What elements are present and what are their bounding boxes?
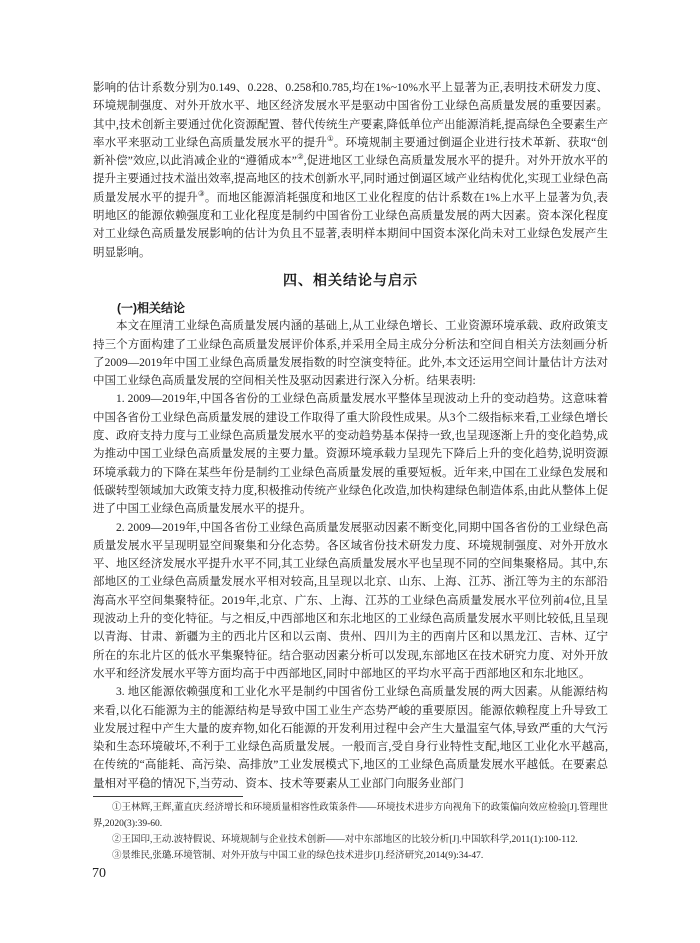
page-number: 70 (92, 866, 106, 881)
footnote-text: 王国印,王动.波特假说、环境规制与企业技术创新——对中东部地区的比较分析[J].中国软科学,2011(1):100-112. (121, 834, 578, 845)
footnote-reference: ① (326, 134, 334, 144)
footnote-item (93, 801, 608, 833)
paragraph-intro: 本文在厘清工业绿色高质量发展内涵的基础上,从工业绿色增长、工业资源环境承载、政府政策支持三个方面构建了工业绿色高质量发展评价体系,并采用全局主成分分析法和空间自相关方法刻画分析了2009—2019年中国工业绿色高质量发展指数的时空演变特征。此外,本文还运用空间计量估计方法对中国工业绿色高质量发展的空间相关性及驱动因素进行深入分析。结果表明: (93, 320, 608, 388)
paragraph-point-2: 2. 2009—2019年,中国各省份工业绿色高质量发展驱动因素不断变化,同期中国各省份的工业绿色高质量发展水平呈现明显空间聚集和分化态势。各区域省份技术研发力度、环境规制强度、对外开放水平、地区经济发展水平提升水平不同,其工业绿色高质量发展水平也呈现不同的空间集聚格局。其中,东部地区的工业绿色高质量发展水平相对较高,且呈现以北京、山东、上海、江苏、浙江等为主的东部沿海高水平空间集聚特征。2019年,北京、广东、上海、江苏的工业绿色高质量发展水平位列前4位,且呈现波动上升的变化特征。与之相反,中西部地区和东北地区的工业绿色高质量发展水平则比较低,且呈现以青海、甘肃、新疆为主的西北片区和以云南、贵州、四川为主的西南片区和以黑龙江、吉林、辽宁所在的东北片区的低水平集聚特征。结合驱动因素分析可以发现,东部地区在技术研究力度、对外开放水平和经济发展水平等方面均高于中西部地区,同时中部地区的平均水平高于西部地区和东北地区。 (93, 521, 608, 680)
section-heading: 四、相关结论与启示 (283, 271, 418, 288)
footnote-text: 景维民,张璐.环境管制、对外开放与中国工业的绿色技术进步[J].经济研究,2014(9):34-47. (121, 850, 484, 861)
footnote-divider (93, 796, 243, 797)
continued-paragraph: 影响的估计系数分别为0.149、0.228、0.258和0.785,均在1%~10%水平上显著为正,表明技术研发力度、环境规制强度、对外开放水平、地区经济发展水平是驱动中国省份工业绿色高质量发展的重要因素。其中,技术创新主要通过优化资源配置、替代传统生产要素,降低单位产出能源消耗,提高绿色全要素生产率水平来驱动工业绿色高质量发展水平的提升①。环境规制主要通过倒逼企业进行技术革新、获取“创新补偿”效应,以此消减企业的“遵循成本”②,促进地区工业绿色高质量发展水平的提升。对外开放水平的提升主要通过技术溢出效率,提高地区的技术创新水平,同时通过倒逼区域产业结构优化,实现工业绿色高质量发展水平的提升③。而地区能源消耗强度和地区工业化程度的估计系数在1%上水平上显著为负,表明地区的能源依赖强度和工业化程度是制约中国省份工业绿色高质量发展的两大因素。资本深化程度对工业绿色高质量发展影响的估计为负且不显著,表明样本期间中国资本深化尚未对工业绿色发展产生明显影响。 (93, 82, 609, 259)
article-body (93, 79, 608, 793)
footnote-item (93, 833, 608, 849)
footnote-reference: ③ (197, 188, 205, 198)
footnote-reference: ② (296, 152, 304, 162)
footnote-item (93, 849, 608, 865)
footnote-marker: ① (112, 803, 122, 813)
paragraph-point-1: 1. 2009—2019年,中国各省份的工业绿色高质量发展水平整体呈现波动上升的变动趋势。这意味着中国各省份工业绿色高质量发展的建设工作取得了重大阶段性成果。从3个二级指标来看,工业绿色增长度、政府支持力度与工业绿色高质量发展水平的变动趋势基本保持一致,也呈现逐渐上升的变化趋势,成为推动中国工业绿色高质量发展的主要力量。资源环境承载力呈现先下降后上升的变化趋势,说明资源环境承载力的下降在某些年份是制约工业绿色高质量发展的重要短板。近年来,中国在工业绿色发展和低碳转型领域加大政策支持力度,积极推动传统产业绿色化改造,加快构建绿色制造体系,由此从整体上促进了中国工业绿色高质量发展水平的提升。 (93, 393, 608, 516)
footnotes-block (93, 801, 608, 865)
footnote-marker: ② (112, 834, 122, 845)
footnote-marker: ③ (112, 850, 122, 861)
subsection-heading: (一)相关结论 (117, 300, 185, 315)
paragraph-point-3: 3. 地区能源依赖强度和工业化水平是制约中国省份工业绿色高质量发展的两大因素。从能源结构来看,以化石能源为主的能源结构是导致中国工业生产态势严峻的重要原因。能源依赖程度上升导致工业发展过程中产生大量的废弃物,如化石能源的开发利用过程中会产生大量温室气体,导致严重的大气污染和生态环境破坏,不利于工业绿色高质量发展。一般而言,受自身行业特性支配,地区工业化水平越高,在传统的“高能耗、高污染、高排放”工业发展模式下,地区的工业绿色高质量发展水平越低。在要素总量相对平稳的情况下,当劳动、资本、技术等要素从工业部门向服务业部门 (93, 686, 608, 790)
footnote-text: 王林辉,王辉,董直庆.经济增长和环境质量相容性政策条件——环境技术进步方向视角下的政策偏向效应检验[J].管理世界,2020(3):39-60. (93, 803, 608, 829)
